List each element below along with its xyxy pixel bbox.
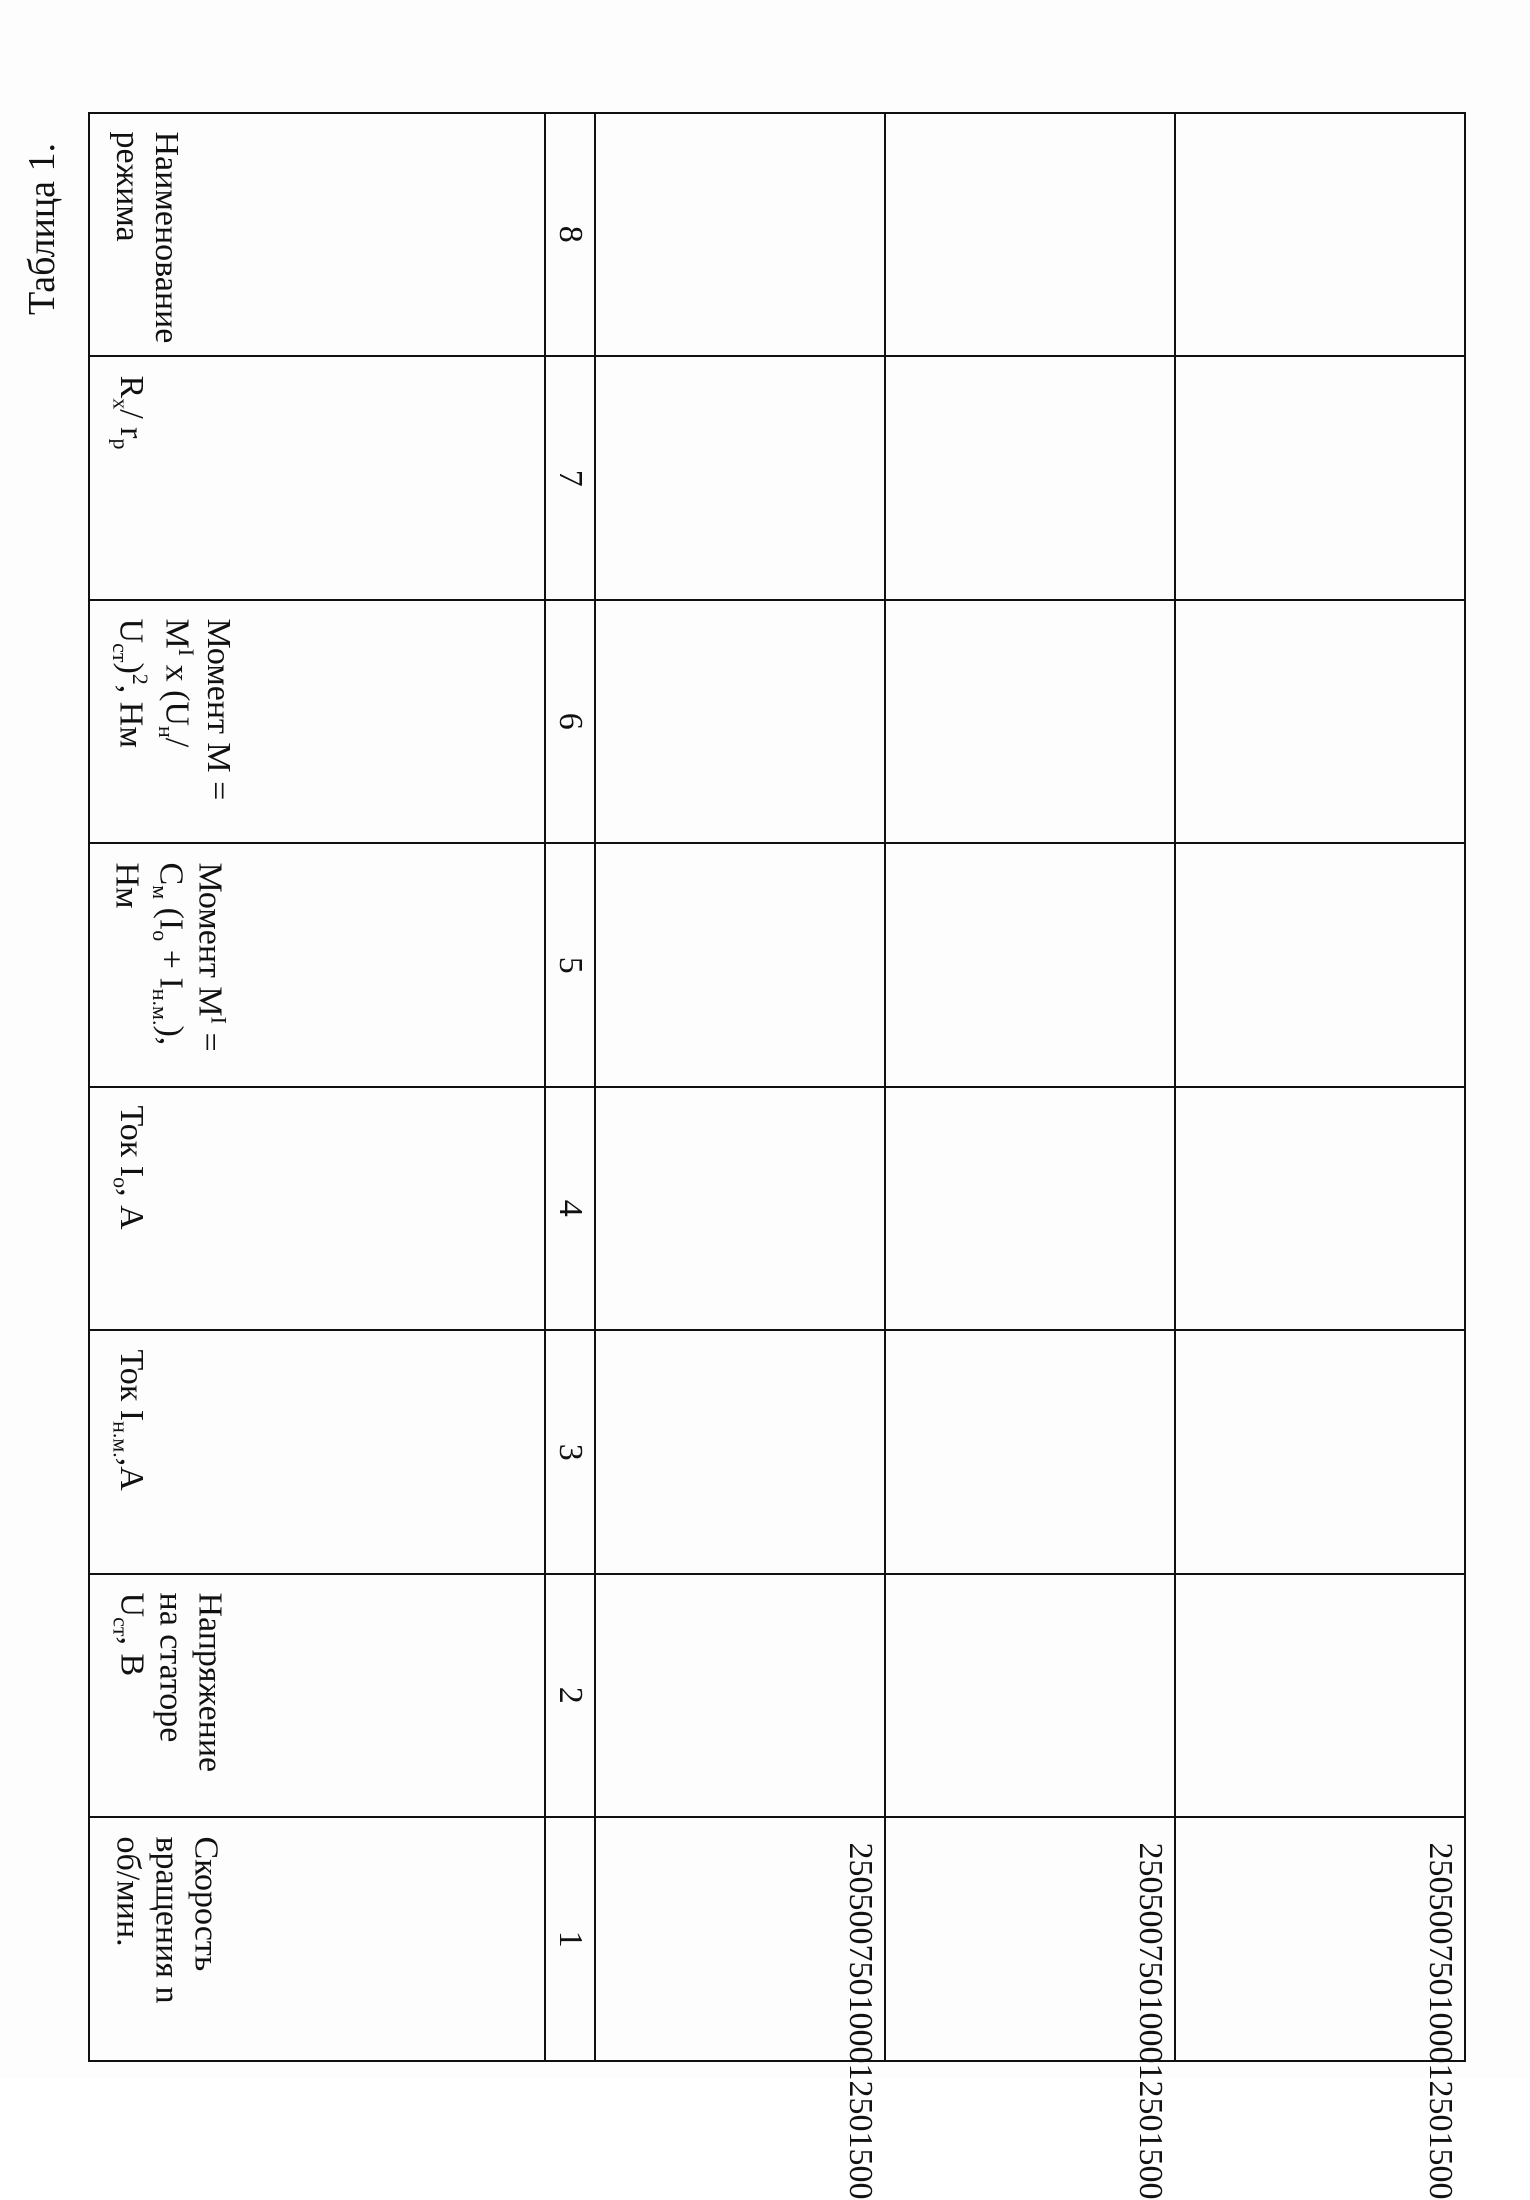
speed-value: 750 — [1422, 1944, 1459, 1996]
empty-cell — [885, 1331, 1175, 1575]
speed-cell — [885, 1818, 1175, 2200]
col-header-voltage — [89, 1574, 545, 1818]
col-title: Наименование режима — [109, 132, 186, 344]
col-header-current-nm — [89, 1331, 545, 1575]
empty-cell — [885, 1574, 1175, 1818]
col-header-ratio — [89, 357, 545, 601]
col-header-moment-2 — [89, 600, 545, 844]
col-number: 3 — [545, 1331, 595, 1575]
col-header-speed — [89, 1818, 545, 2062]
empty-cell — [595, 1574, 885, 1818]
empty-cell — [1175, 600, 1465, 844]
speed-value: 1500 — [1422, 2131, 1459, 2200]
speed-value: 750 — [1132, 1944, 1169, 1996]
empty-cell — [885, 1087, 1175, 1331]
col-number: 6 — [545, 600, 595, 844]
col-header-moment-1 — [89, 844, 545, 1088]
table-row — [595, 113, 885, 2061]
speed-value: 250 — [1132, 1842, 1169, 1894]
col-number: 7 — [545, 357, 595, 601]
col-number: 4 — [545, 1087, 595, 1331]
table-row — [1175, 113, 1465, 2061]
col-title: Скорость вращения n об/мин. — [109, 1836, 225, 2004]
empty-cell — [1175, 844, 1465, 1088]
column-number-row — [545, 113, 595, 2061]
speed-value: 500 — [1132, 1893, 1169, 1945]
col-title: Момент $M^I = C_м$ $(I_o + I_{н.м.})$, Нм — [109, 862, 232, 1052]
col-title: $R_x/$ $r_p$ — [108, 375, 151, 450]
speed-value: 250 — [1422, 1842, 1459, 1894]
speed-value: 500 — [1422, 1893, 1459, 1945]
col-title: Момент $M = M^I$ x ($U_н/$ $U_{ст})^2$, Нм — [108, 619, 237, 801]
speed-value: 1250 — [1422, 2063, 1459, 2132]
header-row — [89, 113, 545, 2061]
speed-cell — [1175, 1818, 1465, 2200]
empty-cell — [595, 600, 885, 844]
speed-value: 750 — [842, 1944, 879, 1996]
empty-cell — [1175, 357, 1465, 601]
empty-cell — [595, 1331, 885, 1575]
empty-cell — [885, 113, 1175, 357]
data-table — [88, 112, 1466, 2200]
speed-value: 500 — [842, 1893, 879, 1945]
table-caption: Таблица 1. — [21, 142, 63, 315]
table-frame — [88, 112, 1459, 2200]
speed-value: 1000 — [1132, 1995, 1169, 2064]
speed-value: 1250 — [842, 2063, 879, 2132]
speed-value: 250 — [842, 1842, 879, 1894]
table-row — [885, 113, 1175, 2061]
speed-value: 1000 — [1422, 1995, 1459, 2064]
col-number: 5 — [545, 844, 595, 1088]
col-number: 2 — [545, 1574, 595, 1818]
col-header-current-o — [89, 1087, 545, 1331]
col-title: Ток $I_{н.м.},А$ — [108, 1349, 151, 1491]
col-title: Напряжение на статоре $U_{ст}$, В — [108, 1593, 229, 1773]
speed-value: 1250 — [1132, 2063, 1169, 2132]
empty-cell — [885, 600, 1175, 844]
empty-cell — [1175, 1331, 1465, 1575]
speed-value: 1000 — [842, 1995, 879, 2064]
empty-cell — [885, 357, 1175, 601]
speed-value: 1500 — [842, 2131, 879, 2200]
empty-cell — [595, 844, 885, 1088]
empty-cell — [595, 1087, 885, 1331]
col-number: 1 — [545, 1818, 595, 2062]
speed-value: 1500 — [1132, 2131, 1169, 2200]
col-title: Ток $I_o$, А — [108, 1106, 151, 1231]
speed-cell — [595, 1818, 885, 2200]
empty-cell — [1175, 1574, 1465, 1818]
col-number: 8 — [545, 113, 595, 357]
col-header-mode — [89, 113, 545, 357]
empty-cell — [595, 357, 885, 601]
empty-cell — [885, 844, 1175, 1088]
empty-cell — [1175, 1087, 1465, 1331]
empty-cell — [595, 113, 885, 357]
empty-cell — [1175, 113, 1465, 357]
